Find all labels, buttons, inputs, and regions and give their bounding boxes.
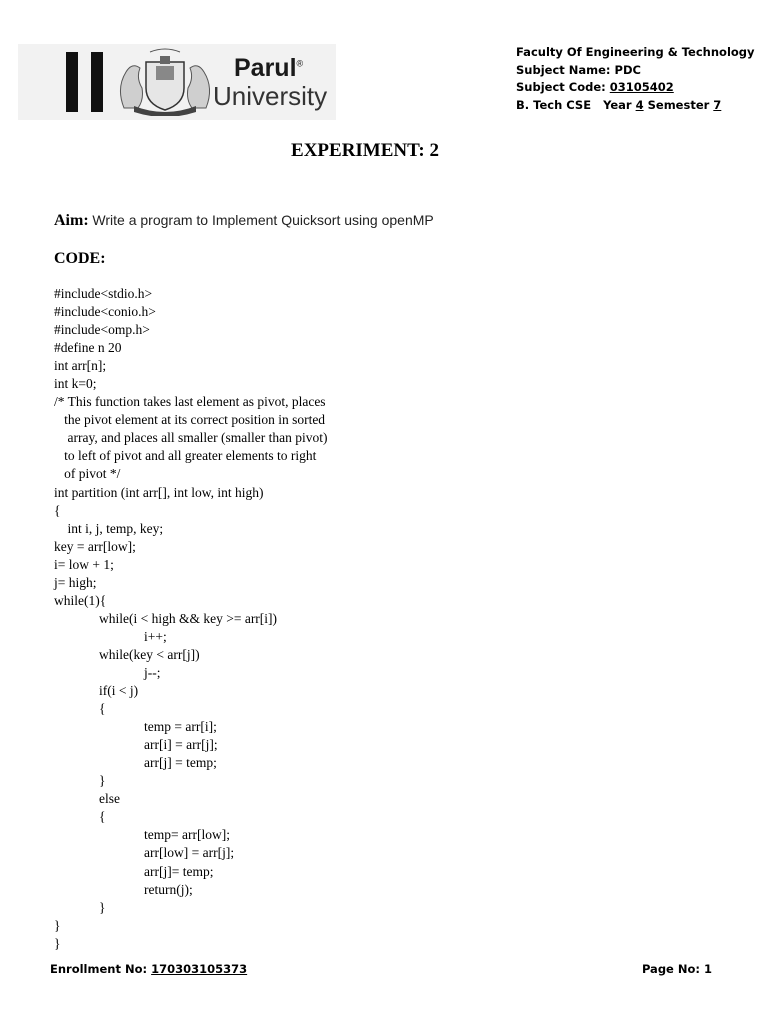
aim-text: Write a program to Implement Quicksort using openMP [92,212,434,228]
faculty-line: Faculty Of Engineering & Technology [516,45,755,59]
logo-name-text: University [213,81,328,111]
program-line: B. Tech CSE Year 4 Semester 7 [516,97,722,112]
course-info [516,44,755,114]
logo-bars-icon [66,52,108,112]
subject-code-line: Subject Code: 03105402 [516,80,674,94]
subject-name-line: Subject Name: PDC [516,62,641,77]
university-logo [18,44,336,120]
enrollment-number: Enrollment No: 170303105373 [50,962,248,976]
page-number: Page No: 1 [641,962,712,976]
logo-brand-text: Parul® [234,54,304,82]
university-crest-icon [110,48,220,116]
aim-label: Aim: [54,212,89,229]
code-heading: CODE: [54,250,106,267]
experiment-title: EXPERIMENT: 2 [291,140,439,161]
code-listing: #include<stdio.h> #include<conio.h> #include<omp.h> #define n 20 int arr[n]; int k=0; /* This function takes last element as pivot, places the pivot element at its correct position in sorted array, and places all smaller (smaller than pivot) to left of pivot and all greater elements to right of pivot */ int partition (int arr[], int low, int high) { int i, j, temp, key; key = arr[low]; i= low + 1; j= high; while(1){ while(i < high && key >= arr[i]) i++; while(key < arr[j]) j--; if(i < j) { temp = arr[i]; arr[i] = arr[j]; arr[j] = temp; } else { temp= arr[low]; arr[low] = arr[j]; arr[j]= temp; return(j); } } } [54,286,328,951]
aim-statement [54,212,434,230]
